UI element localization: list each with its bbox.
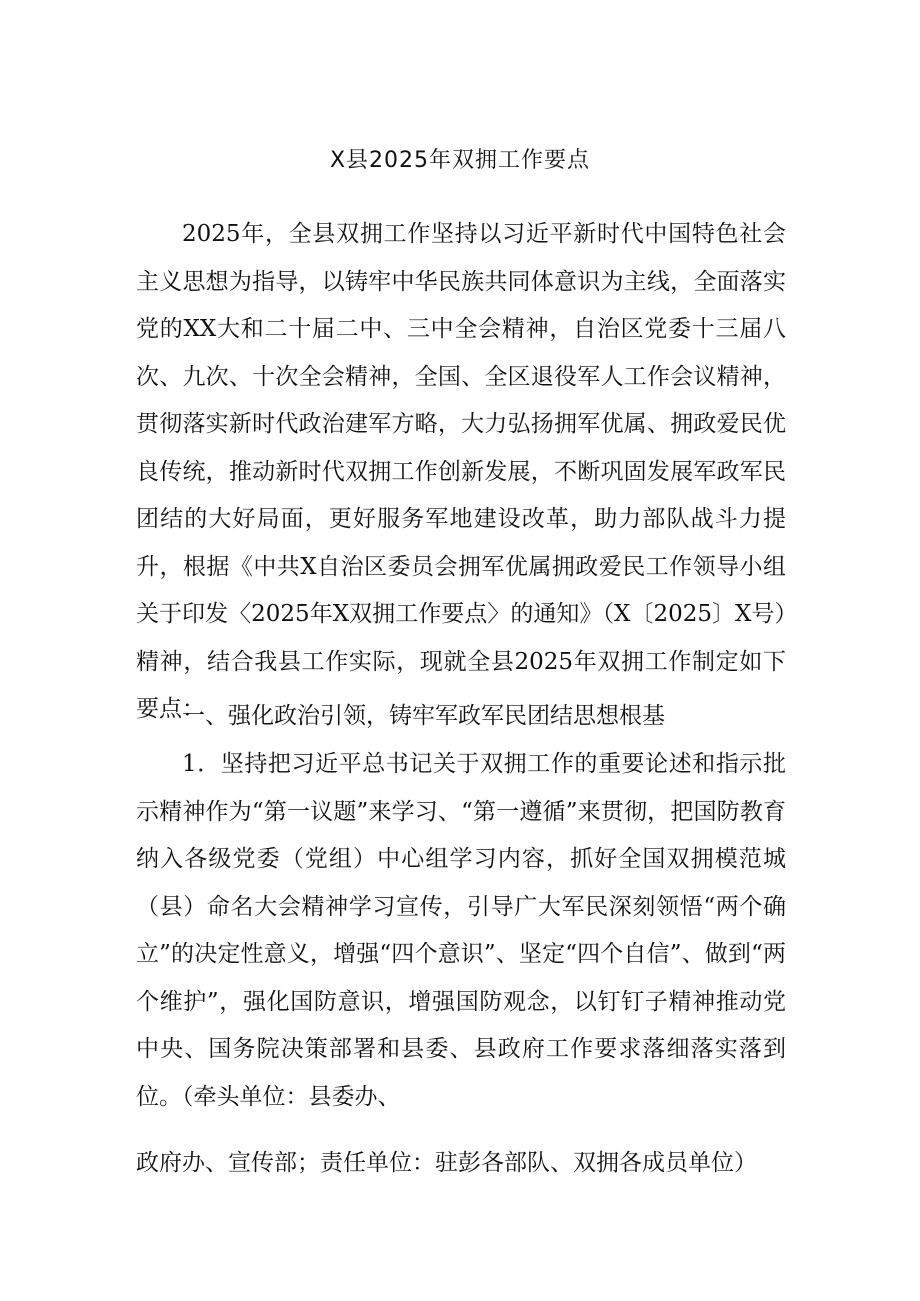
document-title: X县2025年双拥工作要点 — [329, 148, 591, 173]
item-paragraph-continuation: 政府办、宣传部；责任单位：驻彭各部队、双拥各成员单位） — [136, 1150, 757, 1176]
section-heading: 一、强化政治引领，铸牢军政军民团结思想根基 — [182, 703, 665, 729]
item-paragraph: 1．坚持把习近平总书记关于双拥工作的重要论述和指示批示精神作为“第一议题”来学习、“第一遵循”来贯彻，把国防教育纳入各级党委（党组）中心组学习内容，抓好全国双拥模范城（县）命名大会精神学习宣传，引导广大军民深刻领悟“两个确立”的决定性意义，增强“四个意识”、坚定“四个自信”、做到“两个维护”，强化国防意识，增强国防观念，以钉钉子精神推动党中央、国务院决策部署和县委、县政府工作要求落细落实落到位。（牵头单位：县委办、 — [136, 751, 786, 1110]
intro-paragraph: 2025年，全县双拥工作坚持以习近平新时代中国特色社会主义思想为指导，以铸牢中华民族共同体意识为主线，全面落实党的XX大和二十届二中、三中全会精神，自治区党委十三届八次、九次、十次全会精神，全国、全区退役军人工作会议精神，贯彻落实新时代政治建军方略，大力弘扬拥军优属、拥政爱民优良传统，推动新时代双拥工作创新发展，不断巩固发展军政军民团结的大好局面，更好服务军地建设改革，助力部队战斗力提升，根据《中共X自治区委员会拥军优属拥政爱民工作领导小组关于印发〈2025年X双拥工作要点〉的通知》（X〔2025〕X号）精神，结合我县工作实际，现就全县2025年双拥工作制定如下要点： — [136, 221, 786, 722]
